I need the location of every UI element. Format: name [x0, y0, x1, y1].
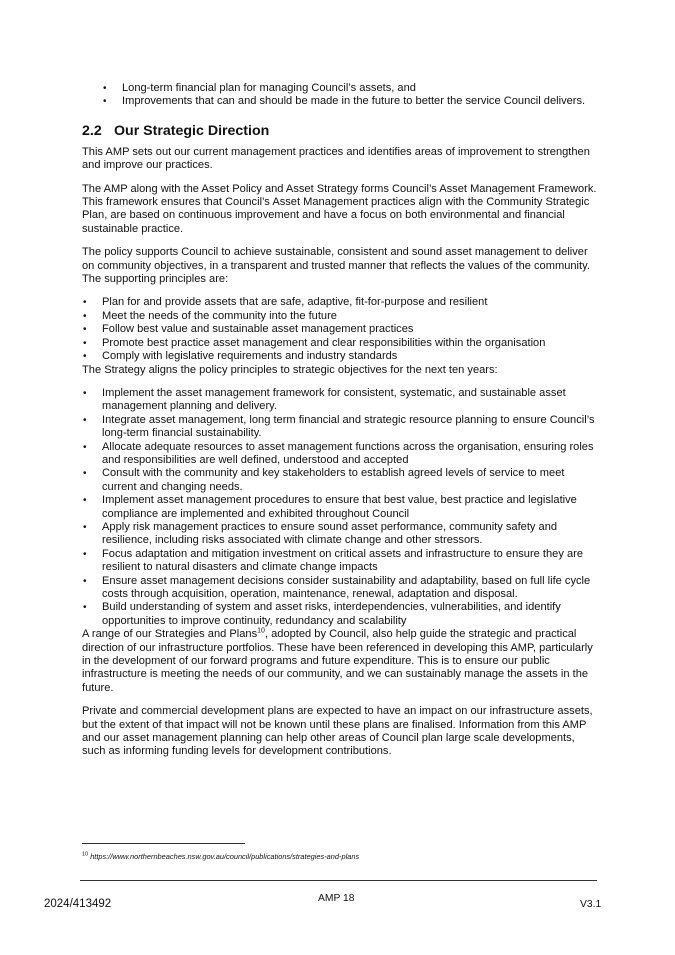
section-heading [82, 123, 597, 140]
footnote-link[interactable]: https://www.northernbeaches.nsw.gov.au/council/publications/strategies-and-plans [90, 852, 360, 861]
bullet-icon: • [83, 337, 87, 349]
footer-document-id: 2024/413492 [44, 898, 112, 910]
bullet-icon: • [83, 495, 87, 507]
principles-list [82, 296, 597, 363]
footnote-separator [82, 843, 245, 844]
list-item: • Plan for and provide assets that are safe, adaptive, fit-for-purpose and resilient [83, 296, 488, 309]
list-item: • Meet the needs of the community into the future [83, 309, 337, 322]
strategy-paragraph: The Strategy aligns the policy principles to strategic objectives for the next ten years: [82, 363, 498, 376]
bullet-icon: • [83, 324, 87, 336]
footnote-reference[interactable]: 10 [257, 627, 265, 635]
bullet-icon: • [83, 387, 87, 399]
section-number: 2.2 [82, 122, 102, 139]
footnote-number: 10 [82, 851, 89, 858]
list-item: • Promote best practice asset management and clear responsibilities within the organisation [83, 336, 546, 349]
top-bullet-list [82, 82, 597, 109]
footnote [82, 852, 359, 861]
list-item: • Implement asset management procedures to ensure that best value, best practice and legislative compliance are implemented and exhibited throughout Council [83, 494, 577, 520]
footer-separator [80, 880, 597, 881]
page-content [82, 82, 597, 769]
list-item: • Build understanding of system and asset risks, interdependencies, vulnerabilities, and identify opportunities to improve continuity, redundancy and scalability [83, 601, 561, 627]
footer-page-label: AMP 18 [318, 893, 355, 904]
bullet-icon: • [83, 351, 87, 363]
list-item: • Follow best value and sustainable asset management practices [83, 323, 414, 336]
bullet-icon: • [83, 441, 87, 453]
bullet-icon: • [83, 297, 87, 309]
section-title: Our Strategic Direction [114, 122, 270, 139]
list-item: • Allocate adequate resources to asset management functions across the organisation, ensuring roles and responsibilities are well defined, understood and accepted [83, 440, 594, 466]
bullet-icon: • [83, 602, 87, 614]
list-item: • Apply risk management practices to ensure sound asset performance, community safety and resilience, including risks associated with climate change and other stressors. [83, 520, 558, 547]
bullet-icon: • [83, 414, 87, 426]
bullet-icon: • [83, 310, 87, 322]
footer-version: V3.1 [580, 899, 602, 910]
bullet-icon: • [83, 521, 87, 533]
list-item: • Improvements that can and should be made in the future to better the service Council delivers. [103, 95, 586, 108]
list-item: • Long-term financial plan for managing Council’s assets, and [103, 82, 416, 94]
bullet-icon: • [83, 548, 87, 560]
framework-paragraph: The AMP along with the Asset Policy and Asset Strategy forms Council’s Asset Management Framework. This framework ensures that Council’s Asset Management practices align with the Community Strategic Plan, are based on continuous improvement and have a focus on both environmental and financial sustainable practice. [82, 182, 597, 235]
intro-paragraph: This AMP sets out our current management practices and identifies areas of improvement to strengthen and improve our practices. [82, 145, 590, 172]
list-item: • Implement the asset management framework for consistent, systematic, and sustainable asset management planning and delivery. [83, 386, 566, 413]
objectives-list [82, 387, 597, 628]
plans-paragraph: A range of our Strategies and Plans$^{10}$, adopted by Council, also help guide the strategic and practical direction of our infrastructure portfolios. These have been referenced in developing this AMP, particularly in the development of our forward programs and future expenditure. This is to ensure our public infrastructure is meeting the needs of our community, and we can sustainably manage the assets in the future. [82, 627, 593, 694]
private-development-paragraph: Private and commercial development plans are expected to have an impact on our infrastructure assets, but the extent of that impact will not be known until these plans are finalised. Information from this AMP and our asset management planning can help other areas of Council plan large scale developments, such as informing funding levels for development contributions. [82, 705, 593, 758]
list-item: • Ensure asset management decisions consider sustainability and adaptability, based on full life cycle costs through acquisition, operation, maintenance, renewal, adaptation and disposal. [83, 574, 591, 600]
bullet-icon: • [83, 468, 87, 480]
bullet-icon: • [103, 83, 107, 94]
list-item: • Integrate asset management, long term financial and strategic resource planning to ensure Council’s long-term financial sustainability. [83, 413, 595, 440]
bullet-icon: • [103, 96, 107, 108]
list-item: • Focus adaptation and mitigation investment on critical assets and infrastructure to ensure they are resilient to natural disasters and climate change impacts [83, 547, 583, 574]
bullet-icon: • [83, 575, 87, 587]
list-item: • Comply with legislative requirements and industry standards [83, 350, 398, 363]
list-item: • Consult with the community and key stakeholders to establish agreed levels of service to meet current and changing needs. [83, 467, 565, 493]
policy-paragraph: The policy supports Council to achieve sustainable, consistent and sound asset management to deliver on community objectives, in a transparent and trusted manner that reflects the values of the community. The supporting principles are: [82, 246, 590, 286]
